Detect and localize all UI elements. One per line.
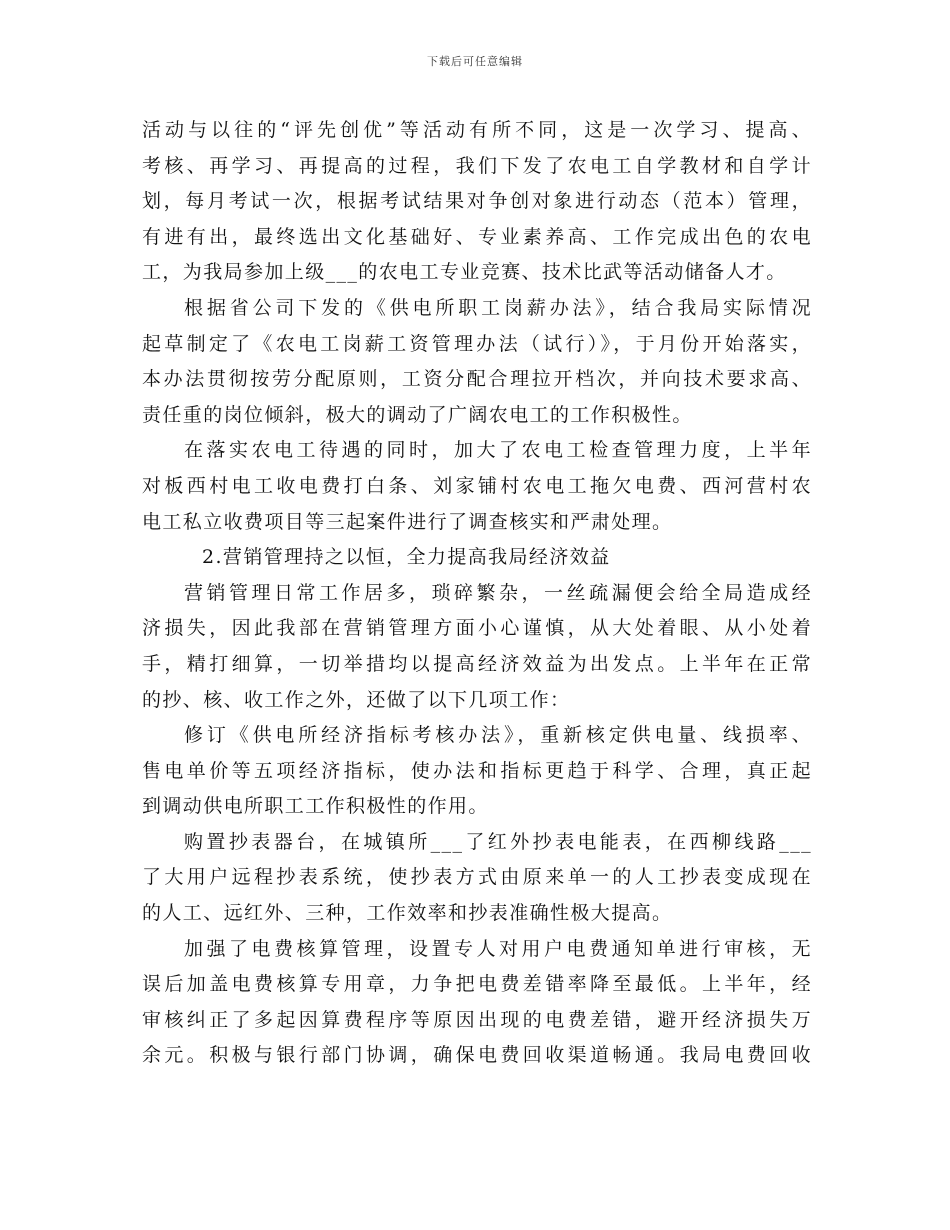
paragraph-inspection [142, 433, 812, 540]
text-line: 活动与以往的“评先创优”等活动有所不同，这是一次学习、提高、 [142, 119, 812, 141]
section-heading [142, 540, 812, 576]
text-line: 有进有出，最终选出文化基础好、专业素养高、工作完成出色的农电 [142, 225, 812, 248]
paragraph-meter-reading [142, 825, 812, 932]
paragraph-salary-policy [142, 291, 812, 433]
text-line: 的抄、核、收工作之外，还做了以下几项工作： [142, 688, 571, 711]
text-line: 到调动供电所职工工作积极性的作用。 [142, 795, 489, 818]
text-line: 购置抄表器台，在城镇所___了红外抄表电能表，在西柳线路___ [184, 830, 812, 853]
text-line: 电工私立收费项目等三起案件进行了调查核实和严肃处理。 [142, 510, 673, 533]
text-line: 营销管理日常工作居多，琐碎繁杂，一丝疏漏便会给全局造成经 [184, 581, 812, 604]
paragraph-billing [142, 932, 812, 1074]
text-line: 加强了电费核算管理，设置专人对用户电费通知单进行审核，无 [184, 937, 812, 960]
text-line: 审核纠正了多起因算费程序等原因出现的电费差错，避开经济损失万 [142, 1008, 812, 1031]
text-line: 手，精打细算，一切举措均以提高经济效益为出发点。上半年在正常 [142, 652, 812, 675]
text-line: 起草制定了《农电工岗薪工资管理办法（试行）》，于月份开始落实， [142, 332, 812, 355]
text-line: 修订《供电所经济指标考核办法》，重新核定供电量、线损率、 [184, 724, 812, 747]
text-line: 对板西村电工收电费打白条、刘家铺村农电工拖欠电费、西河营村农 [142, 474, 812, 497]
text-line: 售电单价等五项经济指标，使办法和指标更趋于科学、合理，真正起 [142, 759, 812, 782]
text-line: 误后加盖电费核算专用章，力争把电费差错率降至最低。上半年，经 [142, 973, 812, 996]
header-note: 下载后可任意编辑 [427, 55, 523, 68]
text-line: 济损失，因此我部在营销管理方面小心谨慎，从大处着眼、从小处着 [142, 617, 812, 640]
document-body [142, 113, 812, 1074]
paragraph-marketing [142, 576, 812, 718]
paragraph-activity [142, 113, 812, 291]
heading-text: 2.营销管理持之以恒，全力提高我局经济效益 [202, 546, 611, 569]
text-line: 本办法贯彻按劳分配原则，工资分配合理拉开档次，并向技术要求高、 [142, 368, 812, 391]
paragraph-revision [142, 718, 812, 825]
text-line: 在落实农电工待遇的同时，加大了农电工检查管理力度，上半年 [184, 439, 812, 462]
text-line: 划，每月考试一次，根据考试结果对争创对象进行动态（范本）管理， [142, 190, 812, 213]
text-line: 考核、再学习、再提高的过程，我们下发了农电工自学教材和自学计 [142, 154, 812, 177]
text-line: 根据省公司下发的《供电所职工岗薪办法》，结合我局实际情况 [184, 296, 812, 319]
text-line: 余元。积极与银行部门协调，确保电费回收渠道畅通。我局电费回收 [142, 1044, 812, 1067]
text-line: 工，为我局参加上级___的农电工专业竞赛、技术比武等活动储备人才。 [142, 261, 787, 284]
text-line: 的人工、远红外、三种，工作效率和抄表准确性极大提高。 [142, 902, 673, 925]
text-line: 了大用户远程抄表系统，使抄表方式由原来单一的人工抄表变成现在 [142, 866, 812, 889]
text-line: 责任重的岗位倾斜，极大的调动了广阔农电工的工作积极性。 [142, 403, 693, 426]
